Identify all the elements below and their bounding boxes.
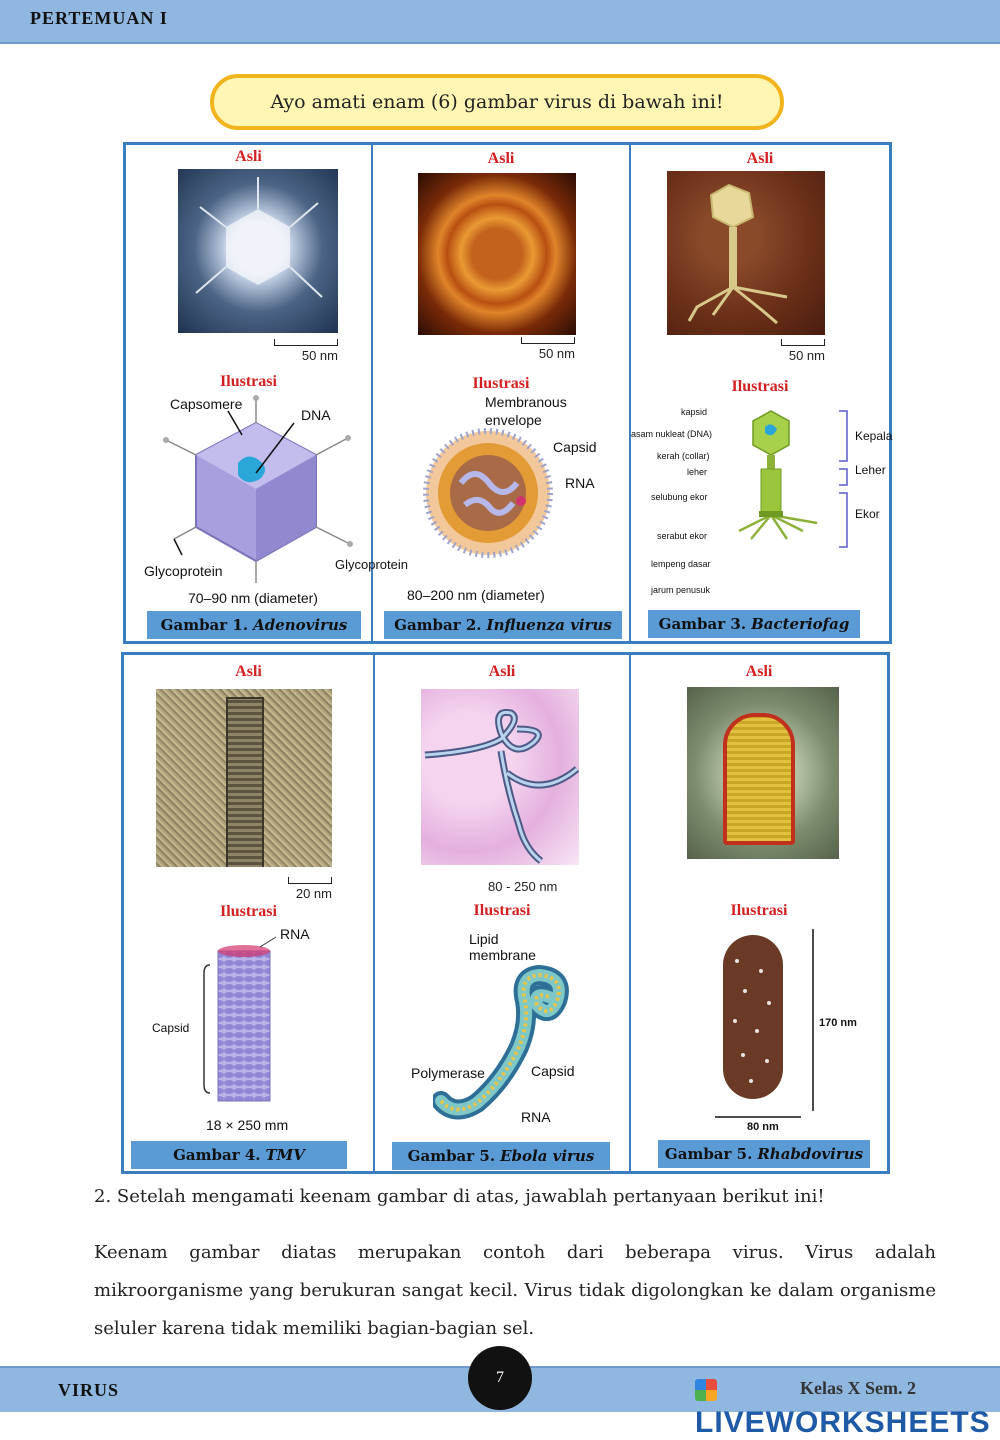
annotation-dna: DNA xyxy=(301,407,331,423)
annotation-length: 170 nm xyxy=(819,1017,857,1029)
adenovirus-fibers xyxy=(178,169,338,333)
annotation-leher: leher xyxy=(687,467,708,477)
scale-bar: 20 nm xyxy=(288,877,332,901)
annotation-capsid: Capsid xyxy=(531,1063,575,1079)
annotation-glycoprotein: Glycoprotein xyxy=(144,563,223,579)
scale-label: 80 - 250 nm xyxy=(488,879,558,894)
real-label: Asli xyxy=(235,663,262,680)
annotation-lempeng-dasar: lempeng dasar xyxy=(651,559,711,569)
annotation-jarum-penusuk: jarum penusuk xyxy=(651,585,711,595)
annotation-asam-nukleat: asam nukleat (DNA) xyxy=(631,429,713,439)
ebola-illustration xyxy=(433,961,593,1121)
illustration-label: Ilustrasi xyxy=(731,378,789,395)
annotation-ekor: Ekor xyxy=(855,507,880,521)
header-title: PERTEMUAN I xyxy=(30,8,168,28)
annotation-kapsid: kapsid xyxy=(681,407,708,417)
bracket-lines xyxy=(837,409,857,553)
annotation-envelope: Membranous envelope xyxy=(485,394,567,428)
caption-bacteriofag: Gambar 3. Bacteriofag xyxy=(647,609,861,639)
annotation-kepala: Kepala xyxy=(855,429,893,443)
annotation-size: 18 × 250 mm xyxy=(206,1117,289,1133)
panel-tmv xyxy=(124,655,373,1171)
liveworksheets-icon xyxy=(695,1379,717,1401)
annotation-rna: RNA xyxy=(280,926,310,942)
influenza-illustration xyxy=(413,413,563,563)
annotation-rna: RNA xyxy=(565,475,595,491)
scale-bar: 50 nm xyxy=(274,339,338,363)
footer-subject: VIRUS xyxy=(58,1380,120,1400)
annotation-rna: RNA xyxy=(521,1109,551,1125)
caption-ebola: Gambar 5. Ebola virus xyxy=(391,1141,611,1171)
influenza-photo xyxy=(418,173,576,335)
annotation-capsid: Capsid xyxy=(152,1021,190,1035)
tmv-illustration xyxy=(184,935,304,1125)
panel-rhabdovirus xyxy=(631,655,887,1171)
annotation-polymerase: Polymerase xyxy=(411,1065,485,1081)
tmv-photo xyxy=(156,689,332,867)
real-label: Asli xyxy=(745,663,773,680)
caption-tmv: Gambar 4. TMV xyxy=(130,1140,348,1170)
ebola-photo xyxy=(421,689,579,865)
illustration-label: Ilustrasi xyxy=(220,373,277,390)
annotation-selubung-ekor: selubung ekor xyxy=(651,492,708,502)
real-label: Asli xyxy=(235,148,262,165)
real-label: Asli xyxy=(487,150,515,167)
annotation-lipid-membrane: Lipid membrane xyxy=(469,931,536,963)
rhabdovirus-dimension-lines xyxy=(711,925,831,1125)
annotation-serabut-ekor: serabut ekor xyxy=(657,531,708,541)
real-label: Asli xyxy=(488,663,516,680)
virus-grid-top xyxy=(123,142,892,644)
panel-bacteriofag xyxy=(631,145,893,641)
question-text: 2. Setelah mengamati keenam gambar di atas, jawablah pertanyaan berikut ini! xyxy=(94,1186,825,1207)
adenovirus-photo xyxy=(178,169,338,333)
rhabdovirus-photo xyxy=(687,687,839,859)
page-number: 7 xyxy=(468,1346,532,1410)
liveworksheets-logo[interactable] xyxy=(695,1372,1000,1440)
bacteriofag-illustration xyxy=(731,407,851,597)
footer-class: Kelas X Sem. 2 xyxy=(800,1378,916,1398)
annotation-capsomere: Capsomere xyxy=(170,396,243,412)
annotation-width: 80 nm xyxy=(747,1121,779,1133)
annotation-kerah: kerah (collar) xyxy=(657,451,710,461)
illustration-label: Ilustrasi xyxy=(473,902,531,919)
illustration-label: Ilustrasi xyxy=(220,903,277,920)
panel-influenza xyxy=(335,145,629,641)
panel-ebola xyxy=(375,655,629,1171)
annotation-capsid: Capsid xyxy=(553,439,597,455)
scale-bar: 50 nm xyxy=(521,337,575,361)
annotation-glycoprotein: Glycoprotein xyxy=(335,557,408,572)
annotation-diameter: 80–200 nm (diameter) xyxy=(407,587,545,603)
ebola-filament-image xyxy=(421,689,579,865)
brand-text: LIVEWORKSHEETS xyxy=(695,1406,991,1439)
header-bar xyxy=(0,0,1000,44)
illustration-label: Ilustrasi xyxy=(730,902,788,919)
annotation-diameter: 70–90 nm (diameter) xyxy=(188,590,318,606)
virus-grid-bottom xyxy=(121,652,890,1174)
illustration-label: Ilustrasi xyxy=(472,375,530,392)
caption-adenovirus: Gambar 1. Adenovirus xyxy=(146,610,362,640)
tmv-rod xyxy=(228,699,262,867)
scale-bar: 50 nm xyxy=(781,339,825,363)
bacteriofag-phage-image xyxy=(667,171,825,335)
intro-banner: Ayo amati enam (6) gambar virus di bawah ini! xyxy=(210,74,784,130)
rhabdovirus-bullet xyxy=(723,713,795,845)
caption-rhabdovirus: Gambar 5. Rhabdovirus xyxy=(657,1139,871,1169)
explanation-paragraph: Keenam gambar diatas merupakan contoh dari beberapa virus. Virus adalah mikroorganisme yang berukuran sangat kecil. Virus tidak digolongkan ke dalam organisme seluler karena tidak memiliki bagian-bagian sel. xyxy=(94,1242,936,1339)
annotation-leher-bracket: Leher xyxy=(855,463,886,477)
real-label: Asli xyxy=(746,150,774,167)
bacteriofag-photo xyxy=(667,171,825,335)
caption-influenza: Gambar 2. Influenza virus xyxy=(383,610,623,640)
